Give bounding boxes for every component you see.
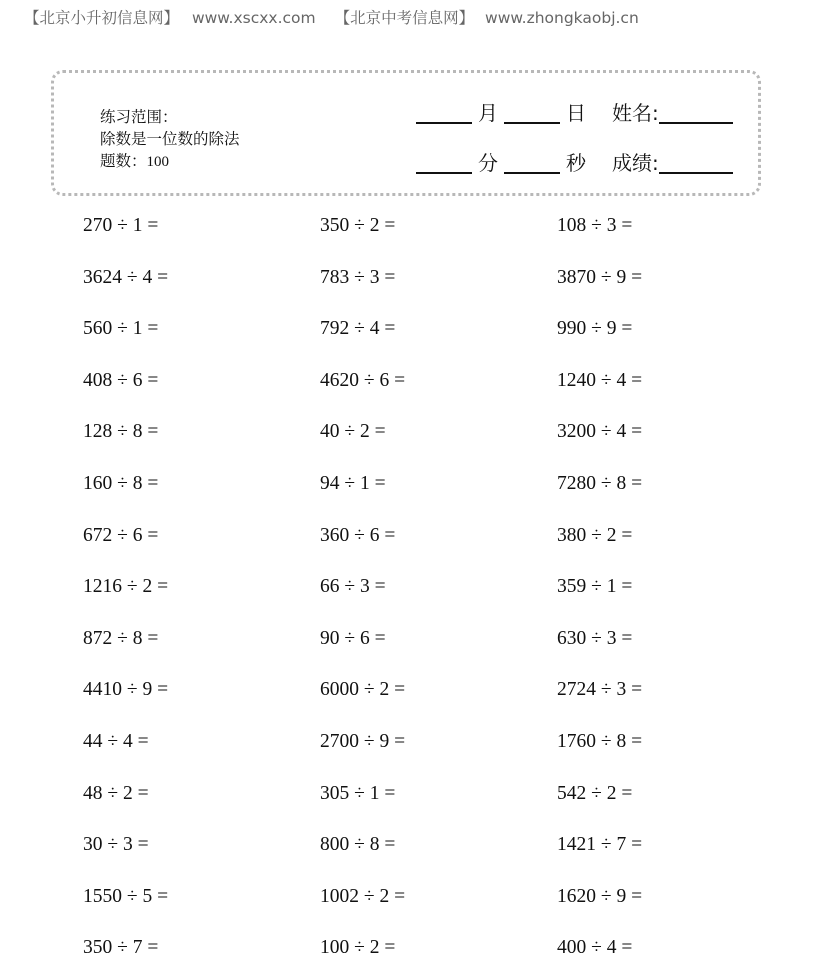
problem-item: 800 ÷ 8 = — [320, 834, 396, 855]
problem-item: 160 ÷ 8 = — [83, 473, 159, 494]
minute-label: 分 — [478, 151, 498, 175]
problem-item: 1002 ÷ 2 = — [320, 886, 406, 907]
problem-item: 305 ÷ 1 = — [320, 783, 396, 804]
problem-item: 108 ÷ 3 = — [557, 215, 633, 236]
problem-item: 3870 ÷ 9 = — [557, 267, 643, 288]
score-label: 成绩: — [612, 151, 659, 175]
banner-link-xscxx[interactable]: 【北京小升初信息网】 — [24, 9, 180, 27]
name-label: 姓名: — [612, 101, 659, 125]
problem-item: 94 ÷ 1 = — [320, 473, 386, 494]
problem-item: 2700 ÷ 9 = — [320, 731, 406, 752]
problem-item: 3624 ÷ 4 = — [83, 267, 169, 288]
problem-item: 408 ÷ 6 = — [83, 370, 159, 391]
problem-item: 1550 ÷ 5 = — [83, 886, 169, 907]
problem-item: 872 ÷ 8 = — [83, 628, 159, 649]
problem-item: 400 ÷ 4 = — [557, 937, 633, 958]
problem-item: 672 ÷ 6 = — [83, 525, 159, 546]
problem-item: 1421 ÷ 7 = — [557, 834, 643, 855]
second-label: 秒 — [566, 151, 586, 175]
problem-item: 30 ÷ 3 = — [83, 834, 149, 855]
problem-item: 48 ÷ 2 = — [83, 783, 149, 804]
problem-item: 6000 ÷ 2 = — [320, 679, 406, 700]
range-value: 除数是一位数的除法 — [100, 130, 240, 148]
problem-item: 1240 ÷ 4 = — [557, 370, 643, 391]
banner-site-zhongkao[interactable]: www.zhongkaobj.cn — [485, 9, 639, 27]
problem-item: 360 ÷ 6 = — [320, 525, 396, 546]
banner-link-zhongkao[interactable]: 【北京中考信息网】 — [334, 9, 475, 27]
question-count-label: 题数： — [100, 152, 147, 170]
problem-item: 359 ÷ 1 = — [557, 576, 633, 597]
problem-item: 380 ÷ 2 = — [557, 525, 633, 546]
problem-item: 350 ÷ 7 = — [83, 937, 159, 958]
banner-site-xscxx[interactable]: www.xscxx.com — [191, 9, 316, 27]
problem-item: 2724 ÷ 3 = — [557, 679, 643, 700]
month-label: 月 — [478, 101, 498, 125]
problem-item: 4410 ÷ 9 = — [83, 679, 169, 700]
problem-item: 630 ÷ 3 = — [557, 628, 633, 649]
problem-item: 40 ÷ 2 = — [320, 421, 386, 442]
problem-item: 990 ÷ 9 = — [557, 318, 633, 339]
problem-item: 1216 ÷ 2 = — [83, 576, 169, 597]
problem-item: 783 ÷ 3 = — [320, 267, 396, 288]
range-label: 练习范围： — [100, 108, 178, 126]
problem-item: 3200 ÷ 4 = — [557, 421, 643, 442]
question-count-value: 100 — [146, 154, 170, 170]
problem-item: 560 ÷ 1 = — [83, 318, 159, 339]
problem-item: 1620 ÷ 9 = — [557, 886, 643, 907]
problem-item: 542 ÷ 2 = — [557, 783, 633, 804]
day-label: 日 — [566, 101, 586, 125]
problem-item: 44 ÷ 4 = — [83, 731, 149, 752]
problem-item: 128 ÷ 8 = — [83, 421, 159, 442]
problem-item: 270 ÷ 1 = — [83, 215, 159, 236]
problem-item: 792 ÷ 4 = — [320, 318, 396, 339]
problem-item: 1760 ÷ 8 = — [557, 731, 643, 752]
problem-item: 66 ÷ 3 = — [320, 576, 386, 597]
problem-item: 350 ÷ 2 = — [320, 215, 396, 236]
problem-item: 90 ÷ 6 = — [320, 628, 386, 649]
problem-item: 100 ÷ 2 = — [320, 937, 396, 958]
problem-item: 7280 ÷ 8 = — [557, 473, 643, 494]
problem-item: 4620 ÷ 6 = — [320, 370, 406, 391]
